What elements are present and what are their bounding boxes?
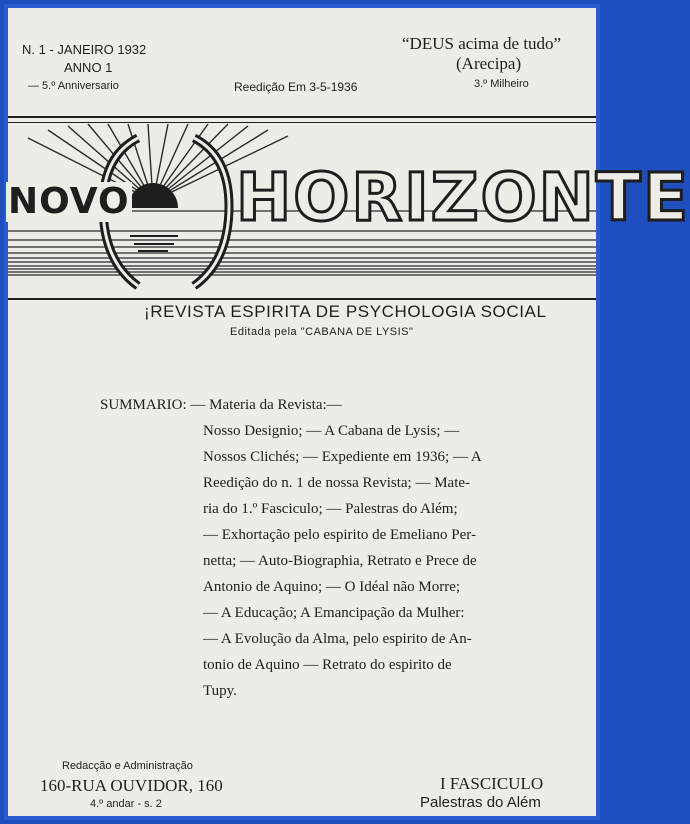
place: (Arecipa) (456, 54, 522, 73)
footer-floor: 4.º andar - s. 2 (90, 798, 162, 810)
summary-line: SUMMARIO: — Materia da Revista:— (100, 397, 342, 413)
footer-address: 160-RUA OUVIDOR, 160 (40, 776, 223, 795)
summary-line: tonio de Aquino — Retrato do espirito de (203, 657, 452, 673)
masthead-word-horizonte: HORIZONTE (236, 159, 690, 236)
bracket-right-icon (194, 138, 229, 286)
motto: “DEUS acima de tudo” (402, 34, 562, 53)
masthead-rule-bottom (8, 298, 596, 300)
edited-by: Editada pela "CABANA DE LYSIS" (230, 326, 414, 338)
summary-section (100, 392, 540, 704)
summary-line: Tupy. (203, 683, 237, 699)
summary-line: netta; — Auto-Biographia, Retrato e Prece de (203, 553, 477, 569)
year-label: ANNO 1 (64, 60, 113, 75)
summary-line: Reedição do n. 1 de nossa Revista; — Mate- (203, 475, 471, 491)
summary-line: — Exhortação pelo espirito de Emeliano Per- (203, 527, 476, 543)
masthead-word-novo: NOVO (8, 181, 130, 222)
footer-redaccao: Redacção e Administração (62, 760, 193, 772)
summary-line: Antonio de Aquino; — O Idéal não Morre; (203, 579, 461, 595)
summary-line: Nosso Designio; — A Cabana de Lysis; — (203, 423, 460, 439)
footer-fasciculo: I FASCICULO (440, 774, 544, 793)
footer-palestras: Palestras do Além (420, 794, 541, 811)
summary-line: ria do 1.º Fasciculo; — Palestras do Além; (203, 501, 458, 517)
issue-number: N. 1 - JANEIRO 1932 (22, 42, 147, 57)
masthead (8, 116, 690, 306)
thousand-label: 3.º Milheiro (474, 78, 529, 90)
reedition-label: Reedição Em 3-5-1936 (234, 80, 358, 94)
anniversary-label: — 5.º Anniversario (28, 80, 119, 92)
magazine-subtitle: ¡REVISTA ESPIRITA DE PSYCHOLOGIA SOCIAL (144, 302, 547, 321)
magazine-cover (8, 8, 690, 816)
summary-line: — A Educação; A Emancipação da Mulher: (203, 605, 465, 621)
summary-line: — A Evolução da Alma, pelo espirito de An- (203, 631, 472, 647)
summary-line: Nossos Clichés; — Expediente em 1936; — A (203, 449, 482, 465)
